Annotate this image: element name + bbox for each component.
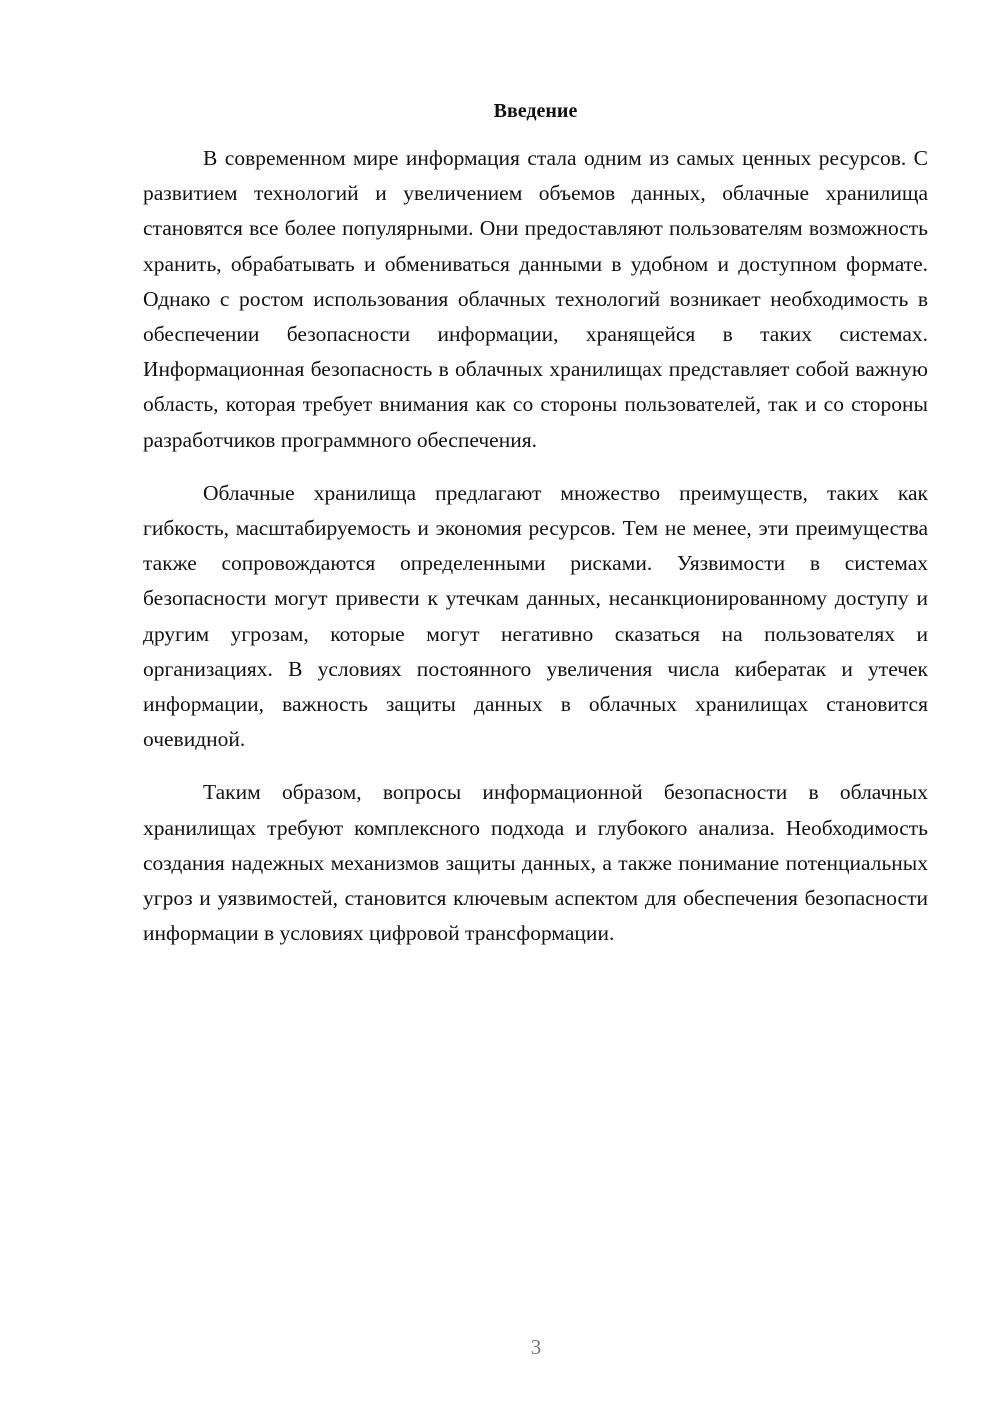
page-number: 3 bbox=[530, 1335, 542, 1359]
paragraph-2: Облачные хранилища предлагают множество преимуществ, таких как гибкость, масштабируемость и экономия ресурсов. Тем не менее, эти преимущества также сопровождаются определенными рисками. Уязвимости в системах безопасности могут привести к утечкам данных, несанкционированному доступу и другим угрозам, которые могут негативно сказаться на пользователях и организациях. В условиях постоянного увеличения числа кибератак и утечек информации, важность защиты данных в облачных хранилищах становится очевидной. bbox=[143, 480, 928, 752]
paragraph-1: В современном мире информация стала одним из самых ценных ресурсов. С развитием технологий и увеличением объемов данных, облачные хранилища становятся все более популярными. Они предоставляют пользователям возможность хранить, обрабатывать и обмениваться данными в удобном и доступном формате. Однако с ростом использования облачных технологий возникает необходимость в обеспечении безопасности информации, хранящейся в таких системах. Информационная безопасность в облачных хранилищах представляет собой важную область, которая требует внимания как со стороны пользователей, так и со стороны разработчиков программного обеспечения. bbox=[143, 146, 928, 452]
section-heading: Введение bbox=[493, 100, 578, 122]
body-text bbox=[143, 141, 928, 969]
paragraph-3: Таким образом, вопросы информационной безопасности в облачных хранилищах требуют комплексного подхода и глубокого анализа. Необходимость создания надежных механизмов защиты данных, а также понимание потенциальных угроз и уязвимостей, становится ключевым аспектом для обеспечения безопасности информации в условиях цифровой трансформации. bbox=[143, 780, 928, 946]
